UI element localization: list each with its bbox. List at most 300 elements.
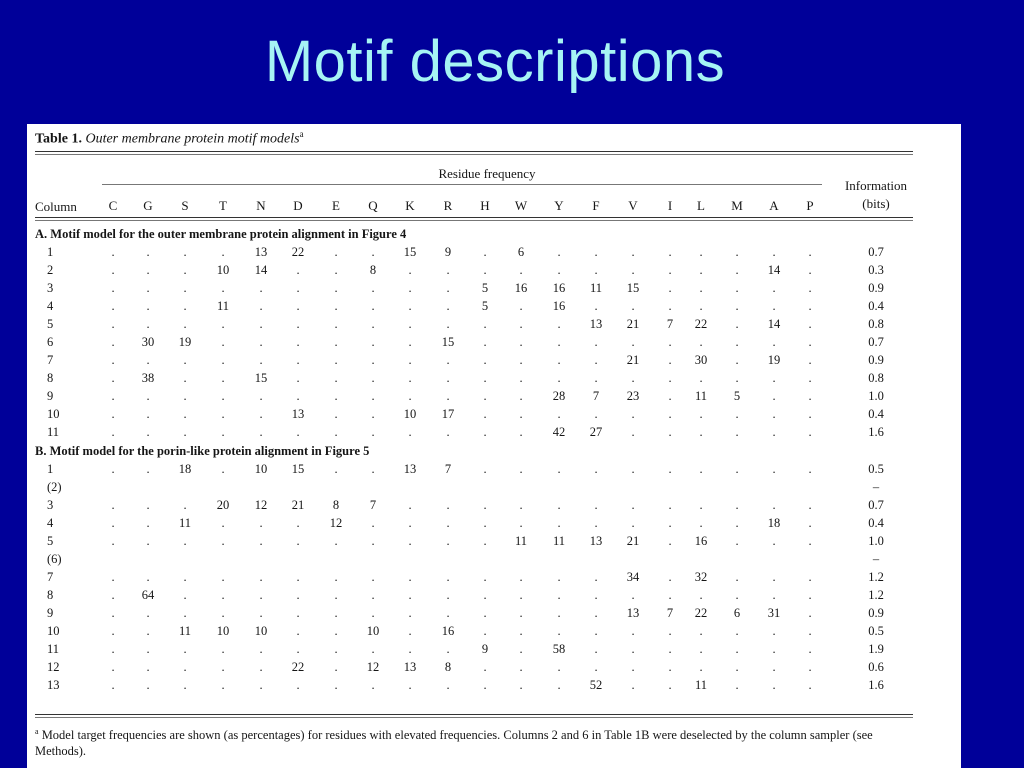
table-title: Outer membrane protein motif models	[85, 131, 300, 147]
frequency-cell: .	[371, 606, 375, 620]
frequency-cell: 5	[733, 389, 741, 403]
residue-header-y: Y	[554, 198, 564, 213]
frequency-cell: .	[296, 516, 300, 530]
frequency-cell: .	[808, 642, 812, 656]
frequency-cell: 8	[444, 660, 452, 674]
frequency-cell: .	[111, 317, 115, 331]
frequency-cell: .	[446, 353, 450, 367]
frequency-cell: 10	[216, 263, 230, 277]
frequency-cell: .	[519, 498, 523, 512]
frequency-cell: .	[735, 534, 739, 548]
frequency-cell: .	[808, 353, 812, 367]
frequency-cell: .	[408, 588, 412, 602]
row-column-label: 10	[47, 624, 60, 638]
frequency-cell: .	[594, 353, 598, 367]
frequency-cell: .	[259, 299, 263, 313]
frequency-cell: .	[668, 570, 672, 584]
frequency-cell: .	[183, 407, 187, 421]
frequency-cell: 7	[592, 389, 600, 403]
frequency-cell: .	[519, 335, 523, 349]
frequency-cell: .	[259, 516, 263, 530]
frequency-cell: .	[668, 389, 672, 403]
frequency-cell: .	[221, 245, 225, 259]
frequency-cell: .	[446, 678, 450, 692]
frequency-cell: .	[808, 407, 812, 421]
frequency-cell: .	[221, 606, 225, 620]
frequency-cell: .	[735, 353, 739, 367]
frequency-cell: .	[557, 407, 561, 421]
residue-header-s: S	[181, 198, 189, 213]
frequency-cell: .	[259, 353, 263, 367]
frequency-cell: 11	[694, 678, 708, 692]
information-bits-cell: 0.4	[868, 516, 884, 530]
frequency-cell: .	[146, 516, 150, 530]
frequency-cell: .	[668, 425, 672, 439]
frequency-cell: .	[221, 570, 225, 584]
table-number: Table 1.	[35, 131, 82, 147]
frequency-cell: 6	[517, 245, 525, 259]
frequency-cell: .	[296, 335, 300, 349]
frequency-cell: .	[808, 534, 812, 548]
frequency-cell: .	[808, 263, 812, 277]
frequency-cell: .	[408, 516, 412, 530]
frequency-cell: .	[483, 353, 487, 367]
frequency-cell: .	[735, 245, 739, 259]
row-column-label: 8	[47, 588, 54, 602]
frequency-cell: .	[259, 389, 263, 403]
frequency-cell: 16	[694, 534, 708, 548]
frequency-cell: .	[259, 660, 263, 674]
frequency-cell: .	[334, 335, 338, 349]
frequency-cell: 12	[366, 660, 380, 674]
frequency-cell: 7	[666, 317, 674, 331]
frequency-cell: 9	[444, 245, 452, 259]
frequency-cell: .	[519, 317, 523, 331]
frequency-cell: .	[146, 678, 150, 692]
frequency-cell: 34	[626, 570, 640, 584]
residue-header-w: W	[514, 198, 528, 213]
frequency-cell: .	[111, 299, 115, 313]
information-bits-cell: 1.9	[868, 642, 884, 656]
frequency-cell: .	[221, 534, 225, 548]
frequency-cell: .	[183, 263, 187, 277]
frequency-cell: .	[146, 660, 150, 674]
frequency-cell: .	[183, 606, 187, 620]
frequency-cell: 12	[254, 498, 268, 512]
frequency-cell: .	[808, 570, 812, 584]
frequency-cell: .	[772, 425, 776, 439]
frequency-cell: .	[808, 462, 812, 476]
frequency-cell: 15	[254, 371, 268, 385]
frequency-cell: .	[183, 642, 187, 656]
frequency-cell: .	[631, 407, 635, 421]
frequency-cell: .	[594, 462, 598, 476]
row-column-label: 6	[47, 335, 54, 349]
frequency-cell: .	[111, 281, 115, 295]
frequency-cell: 38	[141, 371, 155, 385]
frequency-cell: .	[519, 606, 523, 620]
frequency-cell: .	[183, 498, 187, 512]
frequency-cell: .	[483, 606, 487, 620]
frequency-cell: .	[408, 281, 412, 295]
frequency-cell: .	[735, 588, 739, 602]
frequency-cell: .	[557, 498, 561, 512]
information-bits-cell: 1.6	[868, 425, 884, 439]
frequency-cell: 22	[291, 660, 305, 674]
frequency-cell: 15	[441, 335, 455, 349]
frequency-cell: .	[296, 317, 300, 331]
frequency-cell: .	[483, 534, 487, 548]
frequency-cell: .	[557, 335, 561, 349]
frequency-cell: .	[408, 498, 412, 512]
frequency-cell: 13	[254, 245, 268, 259]
frequency-cell: .	[699, 588, 703, 602]
frequency-cell: .	[772, 678, 776, 692]
residue-header-m: M	[731, 198, 743, 213]
frequency-cell: .	[296, 570, 300, 584]
frequency-cell: 13	[403, 462, 417, 476]
frequency-cell: .	[221, 462, 225, 476]
frequency-cell: .	[735, 335, 739, 349]
frequency-cell: 10	[216, 624, 230, 638]
frequency-cell: .	[334, 588, 338, 602]
frequency-cell: .	[772, 462, 776, 476]
frequency-cell: .	[446, 389, 450, 403]
frequency-cell: .	[557, 624, 561, 638]
frequency-cell: .	[519, 299, 523, 313]
frequency-cell: 20	[216, 498, 230, 512]
footnote-text: Model target frequencies are shown (as percentages) for residues with elevated frequencies. Columns 2 and 6 in Table 1B were deselected by the column sampler (see Methods).	[35, 728, 873, 759]
frequency-cell: 9	[481, 642, 489, 656]
frequency-cell: .	[519, 660, 523, 674]
frequency-cell: .	[183, 353, 187, 367]
frequency-cell: .	[183, 281, 187, 295]
frequency-cell: .	[334, 570, 338, 584]
frequency-cell: .	[259, 317, 263, 331]
frequency-cell: 30	[141, 335, 155, 349]
row-column-label: 2	[47, 263, 54, 277]
frequency-cell: .	[519, 678, 523, 692]
frequency-cell: .	[631, 498, 635, 512]
frequency-cell: .	[334, 317, 338, 331]
frequency-cell: 21	[291, 498, 305, 512]
frequency-cell: .	[371, 281, 375, 295]
group-header-rule	[102, 184, 822, 185]
frequency-cell: .	[183, 425, 187, 439]
frequency-cell: .	[334, 534, 338, 548]
frequency-cell: .	[808, 245, 812, 259]
frequency-cell: .	[631, 516, 635, 530]
slide-title: Motif descriptions	[264, 29, 726, 94]
information-bits-cell: 0.9	[868, 281, 884, 295]
frequency-cell: .	[519, 642, 523, 656]
frequency-cell: .	[146, 425, 150, 439]
frequency-cell: .	[221, 389, 225, 403]
frequency-cell: .	[519, 371, 523, 385]
frequency-cell: 10	[254, 462, 268, 476]
frequency-cell: .	[183, 570, 187, 584]
table-heading	[35, 129, 304, 148]
frequency-cell: .	[408, 678, 412, 692]
frequency-cell: .	[808, 588, 812, 602]
frequency-cell: .	[483, 516, 487, 530]
frequency-cell: .	[408, 335, 412, 349]
frequency-cell: .	[146, 281, 150, 295]
frequency-cell: 10	[366, 624, 380, 638]
frequency-cell: .	[808, 678, 812, 692]
frequency-cell: .	[446, 570, 450, 584]
frequency-cell: 30	[694, 353, 708, 367]
frequency-cell: 22	[694, 317, 708, 331]
information-bits-cell: 0.5	[868, 462, 884, 476]
frequency-cell: .	[334, 606, 338, 620]
frequency-cell: .	[259, 642, 263, 656]
information-bits-cell: 0.7	[868, 245, 884, 259]
frequency-cell: .	[334, 407, 338, 421]
frequency-cell: .	[735, 570, 739, 584]
frequency-cell: .	[183, 534, 187, 548]
frequency-cell: .	[296, 353, 300, 367]
frequency-cell: .	[735, 678, 739, 692]
frequency-cell: .	[557, 263, 561, 277]
frequency-cell: .	[221, 281, 225, 295]
frequency-cell: .	[483, 462, 487, 476]
frequency-cell: .	[296, 299, 300, 313]
frequency-cell: .	[334, 389, 338, 403]
frequency-cell: .	[221, 425, 225, 439]
frequency-cell: .	[483, 570, 487, 584]
frequency-cell: 13	[403, 660, 417, 674]
frequency-cell: .	[146, 407, 150, 421]
frequency-cell: .	[631, 263, 635, 277]
frequency-cell: .	[557, 570, 561, 584]
frequency-cell: .	[594, 407, 598, 421]
frequency-cell: .	[735, 371, 739, 385]
frequency-cell: .	[735, 642, 739, 656]
frequency-cell: .	[221, 353, 225, 367]
frequency-cell: .	[221, 660, 225, 674]
frequency-cell: .	[371, 588, 375, 602]
frequency-cell: .	[446, 371, 450, 385]
frequency-cell: .	[371, 462, 375, 476]
frequency-cell: .	[594, 516, 598, 530]
frequency-cell: .	[146, 299, 150, 313]
frequency-cell: .	[296, 642, 300, 656]
information-bits-cell: 0.9	[868, 353, 884, 367]
frequency-cell: 22	[694, 606, 708, 620]
frequency-cell: .	[371, 389, 375, 403]
information-bits-cell: 0.7	[868, 335, 884, 349]
frequency-cell: .	[519, 624, 523, 638]
frequency-cell: .	[446, 606, 450, 620]
frequency-cell: .	[594, 660, 598, 674]
frequency-cell: .	[334, 299, 338, 313]
frequency-cell: 5	[481, 281, 489, 295]
frequency-cell: .	[408, 425, 412, 439]
frequency-cell: .	[594, 335, 598, 349]
frequency-cell: .	[668, 516, 672, 530]
row-column-label: 11	[47, 425, 60, 439]
frequency-cell: 58	[552, 642, 566, 656]
frequency-cell: .	[221, 317, 225, 331]
frequency-cell: .	[408, 624, 412, 638]
residue-header-i: I	[667, 198, 673, 213]
frequency-cell: 15	[403, 245, 417, 259]
frequency-cell: .	[735, 516, 739, 530]
frequency-cell: .	[408, 642, 412, 656]
information-bits-cell: 0.8	[868, 371, 884, 385]
frequency-cell: .	[111, 588, 115, 602]
frequency-cell: .	[772, 642, 776, 656]
frequency-cell: 11	[552, 534, 566, 548]
frequency-cell: .	[371, 534, 375, 548]
frequency-cell: .	[483, 660, 487, 674]
frequency-cell: .	[699, 660, 703, 674]
frequency-cell: 7	[369, 498, 377, 512]
residue-header-n: N	[256, 198, 266, 213]
frequency-cell: .	[296, 534, 300, 548]
frequency-cell: .	[296, 281, 300, 295]
frequency-cell: .	[668, 642, 672, 656]
frequency-cell: .	[259, 425, 263, 439]
frequency-cell: .	[334, 660, 338, 674]
information-bits-cell: 1.2	[868, 588, 884, 602]
frequency-cell: 11	[216, 299, 230, 313]
frequency-cell: .	[772, 299, 776, 313]
frequency-cell: .	[557, 353, 561, 367]
frequency-cell: 16	[441, 624, 455, 638]
frequency-cell: .	[446, 534, 450, 548]
information-bits-cell: 0.7	[868, 498, 884, 512]
frequency-cell: 6	[733, 606, 741, 620]
frequency-cell: .	[296, 371, 300, 385]
frequency-cell: 7	[444, 462, 452, 476]
frequency-cell: 11	[178, 624, 192, 638]
frequency-cell: .	[296, 678, 300, 692]
frequency-cell: .	[183, 299, 187, 313]
frequency-cell: .	[668, 678, 672, 692]
frequency-cell: .	[296, 606, 300, 620]
frequency-cell: .	[772, 407, 776, 421]
frequency-cell: .	[221, 335, 225, 349]
frequency-cell: .	[594, 245, 598, 259]
frequency-cell: .	[631, 245, 635, 259]
frequency-cell: .	[735, 407, 739, 421]
row-column-label: 1	[47, 245, 54, 259]
frequency-cell: .	[111, 642, 115, 656]
frequency-cell: 21	[626, 534, 640, 548]
frequency-cell: 13	[626, 606, 640, 620]
frequency-cell: .	[483, 317, 487, 331]
information-units-header: (bits)	[862, 196, 890, 211]
information-header: Information	[844, 178, 908, 193]
frequency-cell: 11	[178, 516, 192, 530]
frequency-cell: .	[483, 263, 487, 277]
frequency-cell: .	[808, 498, 812, 512]
frequency-cell: .	[519, 462, 523, 476]
frequency-cell: .	[594, 624, 598, 638]
residue-header-p: P	[806, 198, 814, 213]
residue-frequency-header: Residue frequency	[438, 166, 536, 181]
row-column-label: (2)	[47, 480, 62, 494]
residue-header-f: F	[592, 198, 600, 213]
frequency-cell: .	[371, 570, 375, 584]
frequency-cell: .	[296, 425, 300, 439]
frequency-cell: .	[446, 263, 450, 277]
frequency-cell: .	[699, 281, 703, 295]
frequency-cell: .	[699, 642, 703, 656]
frequency-cell: .	[483, 425, 487, 439]
frequency-cell: 11	[694, 389, 708, 403]
row-column-label: 1	[47, 462, 54, 476]
frequency-cell: 23	[626, 389, 640, 403]
frequency-cell: .	[808, 371, 812, 385]
frequency-cell: .	[772, 245, 776, 259]
residue-header-k: K	[405, 198, 415, 213]
frequency-cell: .	[594, 299, 598, 313]
frequency-cell: .	[259, 588, 263, 602]
frequency-cell: .	[183, 588, 187, 602]
frequency-cell: .	[631, 624, 635, 638]
frequency-cell: 11	[514, 534, 528, 548]
frequency-cell: .	[699, 462, 703, 476]
frequency-cell: .	[446, 317, 450, 331]
frequency-cell: .	[631, 462, 635, 476]
frequency-cell: .	[668, 353, 672, 367]
row-column-label: 4	[47, 299, 54, 313]
frequency-cell: 19	[178, 335, 192, 349]
frequency-cell: .	[146, 353, 150, 367]
frequency-cell: .	[334, 624, 338, 638]
frequency-cell: .	[519, 588, 523, 602]
frequency-cell: .	[735, 660, 739, 674]
frequency-cell: .	[259, 606, 263, 620]
row-column-label: 8	[47, 371, 54, 385]
frequency-cell: .	[808, 660, 812, 674]
frequency-cell: .	[519, 389, 523, 403]
frequency-cell: .	[557, 462, 561, 476]
frequency-cell: .	[772, 534, 776, 548]
frequency-cell: .	[557, 660, 561, 674]
frequency-cell: .	[408, 353, 412, 367]
frequency-cell: .	[557, 371, 561, 385]
frequency-cell: .	[408, 317, 412, 331]
frequency-cell: 15	[626, 281, 640, 295]
frequency-cell: .	[371, 299, 375, 313]
residue-header-r: R	[443, 198, 453, 213]
frequency-cell: 64	[141, 588, 155, 602]
frequency-cell: .	[668, 371, 672, 385]
frequency-cell: .	[111, 462, 115, 476]
frequency-cell: 42	[552, 425, 566, 439]
frequency-cell: .	[483, 407, 487, 421]
frequency-cell: 21	[626, 317, 640, 331]
frequency-cell: .	[808, 624, 812, 638]
information-bits-cell: 0.6	[868, 660, 884, 674]
frequency-cell: .	[146, 606, 150, 620]
frequency-cell: .	[594, 498, 598, 512]
frequency-cell: .	[735, 299, 739, 313]
frequency-cell: .	[772, 570, 776, 584]
frequency-cell: .	[699, 245, 703, 259]
frequency-cell: .	[483, 678, 487, 692]
frequency-cell: .	[594, 606, 598, 620]
frequency-cell: .	[111, 516, 115, 530]
residue-header-c: C	[108, 198, 118, 213]
frequency-cell: 16	[514, 281, 528, 295]
table-footnote	[35, 724, 915, 759]
frequency-cell: .	[111, 534, 115, 548]
